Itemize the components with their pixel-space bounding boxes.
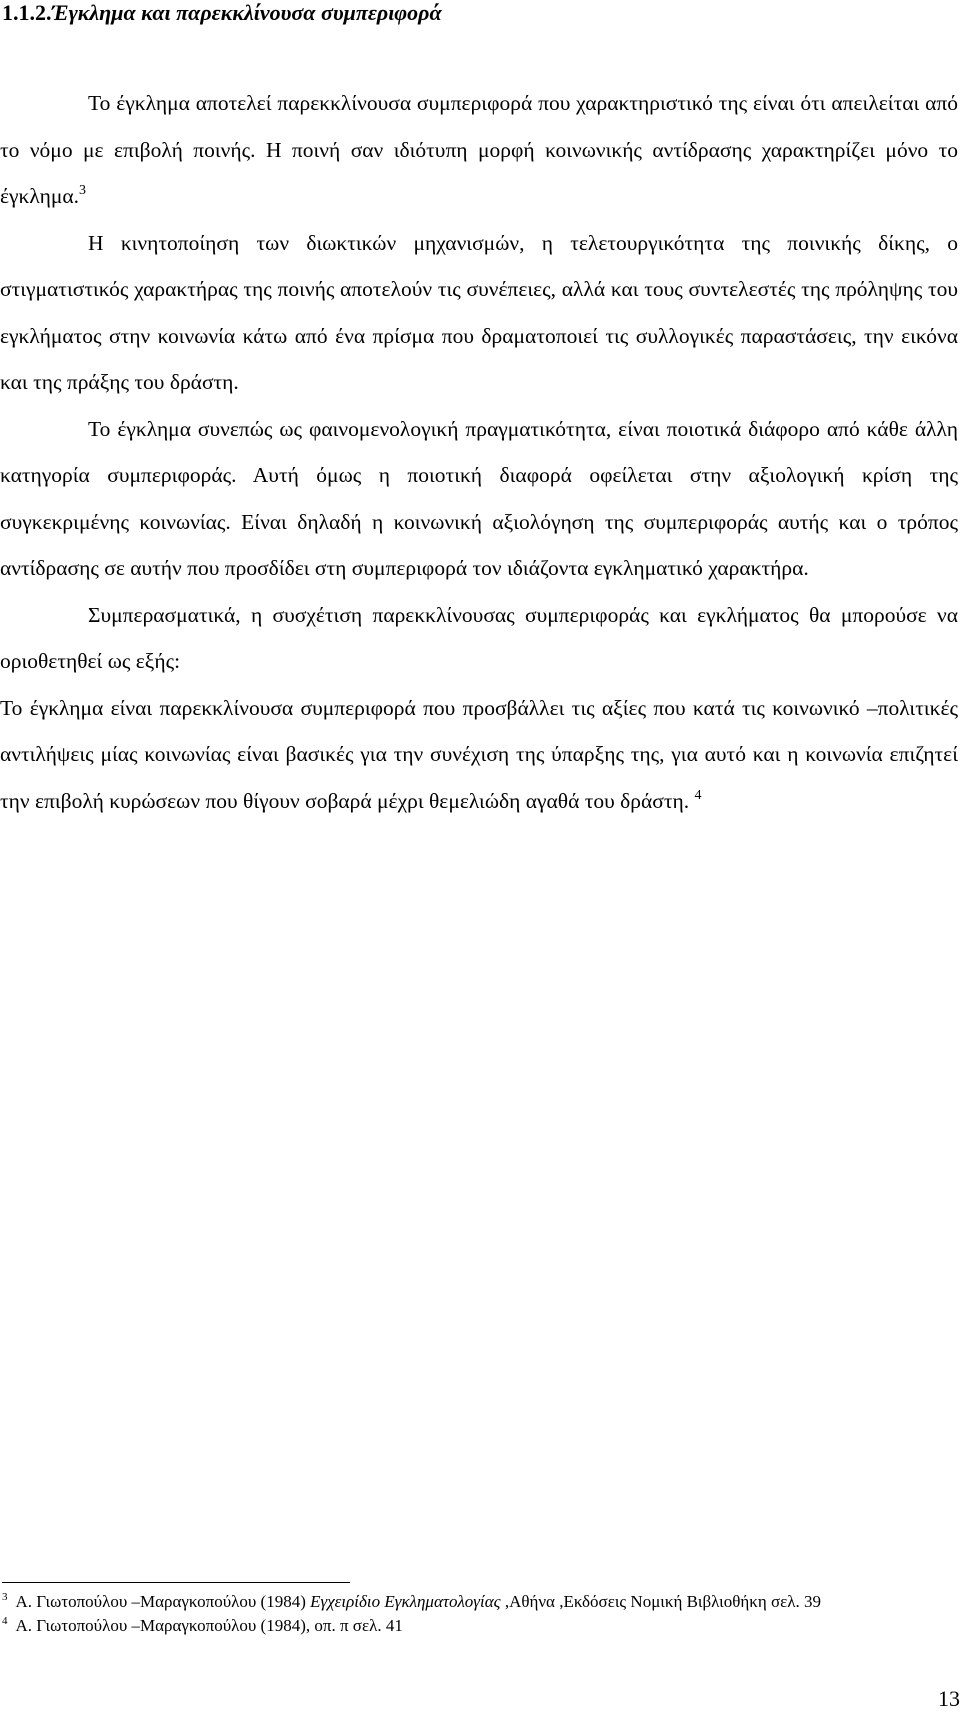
footnote-separator: [2, 1582, 350, 1583]
footnote-reference[interactable]: 4: [694, 787, 702, 803]
footnote-mark: 4: [2, 1615, 8, 1627]
paragraph-text: Το έγκλημα αποτελεί παρεκκλίνουσα συμπεριφορά που χαρακτηριστικό της είναι ότι απειλείται από το νόμο με επιβολή ποινής. Η ποινή σαν ιδιότυπη μορφή κοινωνικής αντίδρασης χαρακτηρίζει μόνο το έγκλημα.: [0, 91, 958, 208]
paragraph-3: [0, 406, 958, 592]
paragraph-text: Το έγκλημα είναι παρεκκλίνουσα συμπεριφορά που προσβάλλει τις αξίες που κατά τις κοινωνικό –πολιτικές αντιλήψεις μίας κοινωνίας είναι βασικές για την συνέχιση της ύπαρξης της, για αυτό και η κοινωνία επιζητεί την επιβολή κυρώσεων που θίγουν σοβαρά μέχρι θεμελιώδη αγαθά του δράστη.: [0, 695, 958, 813]
page-number: 13: [938, 1686, 960, 1711]
section-number: 1.1.2.: [2, 0, 52, 25]
footnote-3: [2, 1590, 952, 1614]
paragraph-4: [0, 592, 958, 685]
footnote-text: Α. Γιωτοπούλου –Μαραγκοπούλου (1984), οπ. π σελ. 41: [15, 1616, 403, 1635]
footnote-mark: 3: [2, 1591, 8, 1603]
footnote-4: [2, 1614, 952, 1638]
paragraph-text: Η κινητοποίηση των διωκτικών μηχανισμών, η τελετουργικότητα της ποινικής δίκης, ο στιγματιστικός χαρακτήρας της ποινής αποτελούν τις συνέπειες, αλλά και τους συντελεστές της πρόληψης του εγκλήματος στην κοινωνία κάτω από ένα πρίσμα που δραματοποιεί τις συλλογικές παραστάσεις, την εικόνα και της πράξης του δράστη.: [0, 230, 958, 394]
footnote-text: ,Αθήνα ,Εκδόσεις Νομική Βιβλιοθήκη σελ. 39: [500, 1592, 822, 1611]
footnote-book-title: Εγχειρίδιο Εγκληματολογίας: [310, 1592, 501, 1611]
paragraph-text: Το έγκλημα συνεπώς ως φαινομενολογική πραγματικότητα, είναι ποιοτικά διάφορο από κάθε άλλη κατηγορία συμπεριφοράς. Αυτή όμως η ποιοτική διαφορά οφείλεται στην αξιολογική κρίση της συγκεκριμένης κοινωνίας. Είναι δηλαδή η κοινωνική αξιολόγηση της συμπεριφοράς αυτής και ο τρόπος αντίδρασης σε αυτήν που προσδίδει στη συμπεριφορά τον ιδιάζοντα εγκληματικό χαρακτήρα.: [0, 416, 958, 580]
paragraph-5: [0, 685, 958, 825]
section-heading: [2, 0, 442, 26]
footnote-reference[interactable]: 3: [79, 183, 87, 198]
section-title: Έγκλημα και παρεκκλίνουσα συμπεριφορά: [51, 0, 442, 25]
footnote-text: Α. Γιωτοπούλου –Μαραγκοπούλου (1984): [15, 1592, 311, 1611]
footnotes: [2, 1590, 952, 1638]
body-text: [0, 80, 958, 824]
paragraph-1: [0, 80, 958, 220]
paragraph-2: [0, 220, 958, 406]
paragraph-text: Συμπερασματικά, η συσχέτιση παρεκκλίνουσας συμπεριφοράς και εγκλήματος θα μπορούσε να οριοθετηθεί ως εξής:: [0, 602, 958, 673]
